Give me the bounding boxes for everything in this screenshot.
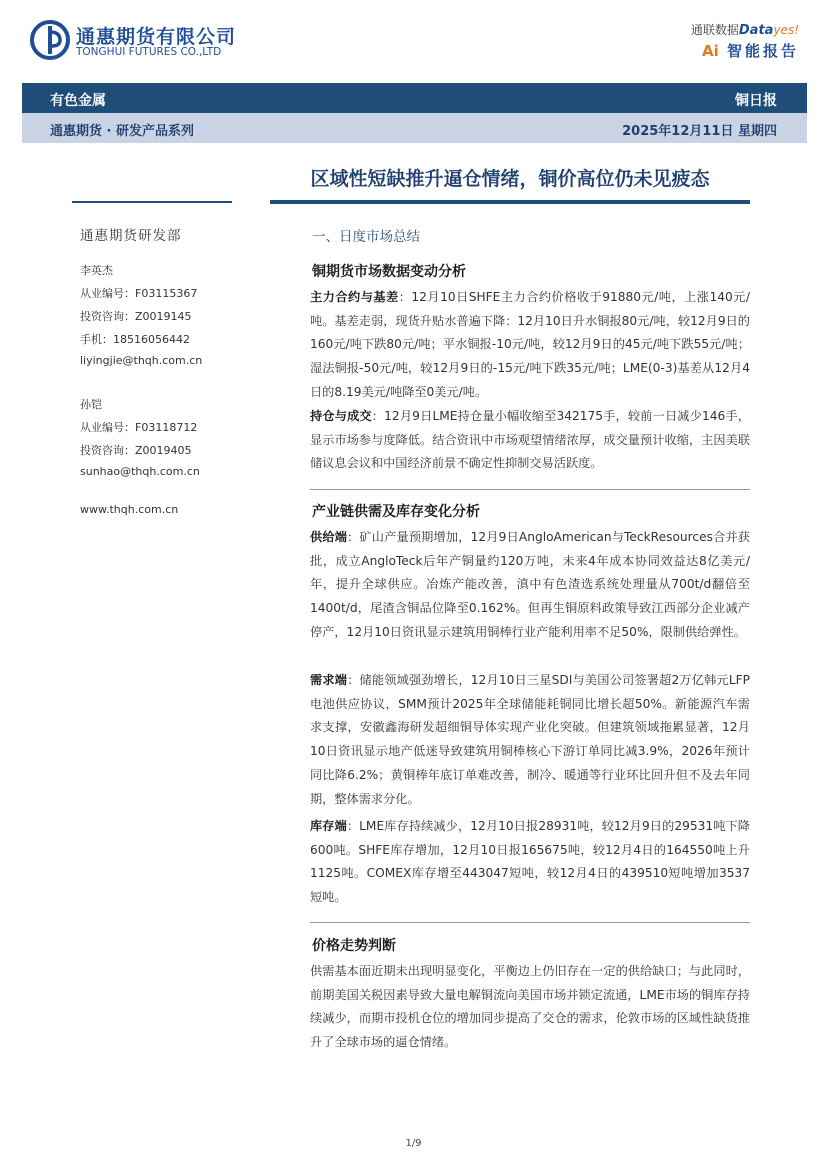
company-name-en: TONGHUI FUTURES CO.,LTD (76, 46, 222, 58)
analyst2-consult: 投资咨询：Z0019405 (80, 444, 192, 457)
website-link[interactable]: www.thqh.com.cn (80, 503, 179, 516)
section-title-daily-summary: 一、日度市场总结 (312, 229, 420, 245)
company-name-cn: 通惠期货有限公司 (76, 26, 237, 48)
series-bar (22, 113, 807, 143)
ai-label: 智能报告 (726, 42, 799, 60)
paragraph-demand (310, 669, 750, 811)
basis-text: ：12月10日SHFE主力合约价格收于91880元/吨，上涨140元/吨。基差走弱，现货升贴水普遍下降：12月10日升水铜报80元/吨，较12月9日的160元/吨下跌80元/吨；平水铜报-10元/吨，较12月9日的45元/吨下跌55元/吨；湿法铜报-50元/吨，较12月9日的-15元/吨下跌35元/吨；LME(0-3)基差从12月4日的8.19美元/吨降至0美元/吨。 (310, 290, 751, 399)
heading-supply-demand: 产业链供需及库存变化分析 (312, 504, 480, 520)
series-label: 通惠期货 · 研发产品系列 (50, 124, 194, 139)
sidebar-divider (72, 201, 232, 203)
demand-label: 需求端 (310, 673, 348, 687)
analyst1-phone: 手机：18516056442 (80, 333, 190, 346)
heading-market-data: 铜期货市场数据变动分析 (312, 264, 466, 280)
analyst2-name: 孙铠 (80, 398, 102, 411)
paragraph-open-interest (310, 405, 750, 476)
analyst1-email[interactable]: liyingjie@thqh.com.cn (80, 354, 203, 367)
analyst1-name: 李英杰 (80, 264, 113, 277)
divider (310, 922, 750, 923)
demand-text: ：储能领域强劲增长，12月10日三星SDI与美国公司签署超2万亿韩元LFP电池供应协议，SMM预计2025年全球储能耗铜同比增长超50%。新能源汽车需求支撑，安徽鑫海研发超细铜导体实现产业化突破。但建筑领域拖累显著，12月10日资讯显示地产低迷导致建筑用铜棒核心下游订单同比减3.9%，2026年预计同比降6.2%；黄铜棒年底订单难改善，制冷、暖通等行业环比回升但不及去年同期，整体需求分化。 (310, 673, 751, 806)
category-label: 有色金属 (50, 93, 106, 109)
heading-price-trend: 价格走势判断 (312, 938, 396, 954)
category-bar (22, 83, 807, 113)
title-divider (270, 200, 750, 204)
provider-logo (691, 21, 799, 38)
ai-prefix: Ai (701, 42, 719, 60)
report-title: 区域性短缺推升逼仓情绪，铜价高位仍未见疲态 (310, 168, 710, 190)
report-type-label: 铜日报 (735, 93, 777, 109)
research-dept: 通惠期货研发部 (80, 228, 182, 244)
supply-text: ：矿山产量预期增加，12月9日AngloAmerican与TeckResources合并获批，成立AngloTeck后年产铜量约120万吨，未来4年成本协同效益达8亿美元/年，提升全球供应。冶炼产能改善，滇中有色渣选系统处理量从700t/d翻倍至1400t/d，尾渣含铜品位降至0.162%。但再生铜原料政策导致江西部分企业减产停产，12月10日资讯显示建筑用铜棒行业产能利用率不足50%，限制供给弹性。 (310, 530, 750, 639)
provider-brand: Data (738, 23, 774, 38)
provider-suffix: yes! (773, 23, 799, 37)
paragraph-supply (310, 526, 750, 645)
divider (310, 489, 750, 490)
paragraph-price: 供需基本面近期未出现明显变化，平衡边上仍旧存在一定的供给缺口；与此同时，前期美国关税因素导致大量电解铜流向美国市场并锁定流通，LME市场的铜库存持续减少，而期市投机仓位的增加同步提高了交仓的需求，伦敦市场的区域性缺货推升了全球市场的逼仓情绪。 (310, 964, 750, 1050)
analyst2-license: 从业编号：F03118712 (80, 421, 198, 434)
oi-text: ：12月9日LME持仓量小幅收缩至342175手，较前一日减少146手，显示市场参与度降低。结合资讯中市场观望情绪浓厚，成交量预计收缩，主因美联储议息会议和中国经济前景不确定性抑制交易活跃度。 (310, 409, 750, 471)
paragraph-basis (310, 286, 750, 405)
supply-label: 供给端 (310, 530, 348, 544)
analyst1-license: 从业编号：F03115367 (80, 287, 198, 300)
page-number: 1/9 (405, 1138, 422, 1149)
basis-label: 主力合约与基差 (310, 290, 399, 304)
paragraph-inventory (310, 815, 750, 910)
company-logo-icon (30, 20, 70, 60)
provider-prefix: 通联数据 (690, 23, 739, 37)
report-date: 2025年12月11日 星期四 (622, 124, 777, 139)
analyst1-consult: 投资咨询：Z0019145 (80, 310, 192, 323)
ai-report-label (702, 40, 799, 61)
stock-text: ：LME库存持续减少，12月10日报28931吨，较12月9日的29531吨下降600吨。SHFE库存增加，12月10日报165675吨，较12月4日的164550吨上升1125吨。COMEX库存增至443047短吨，较12月4日的439510短吨增加3537短吨。 (310, 819, 750, 905)
analyst2-email[interactable]: sunhao@thqh.com.cn (80, 465, 200, 478)
oi-label: 持仓与成交 (310, 409, 372, 423)
stock-label: 库存端 (310, 819, 347, 833)
